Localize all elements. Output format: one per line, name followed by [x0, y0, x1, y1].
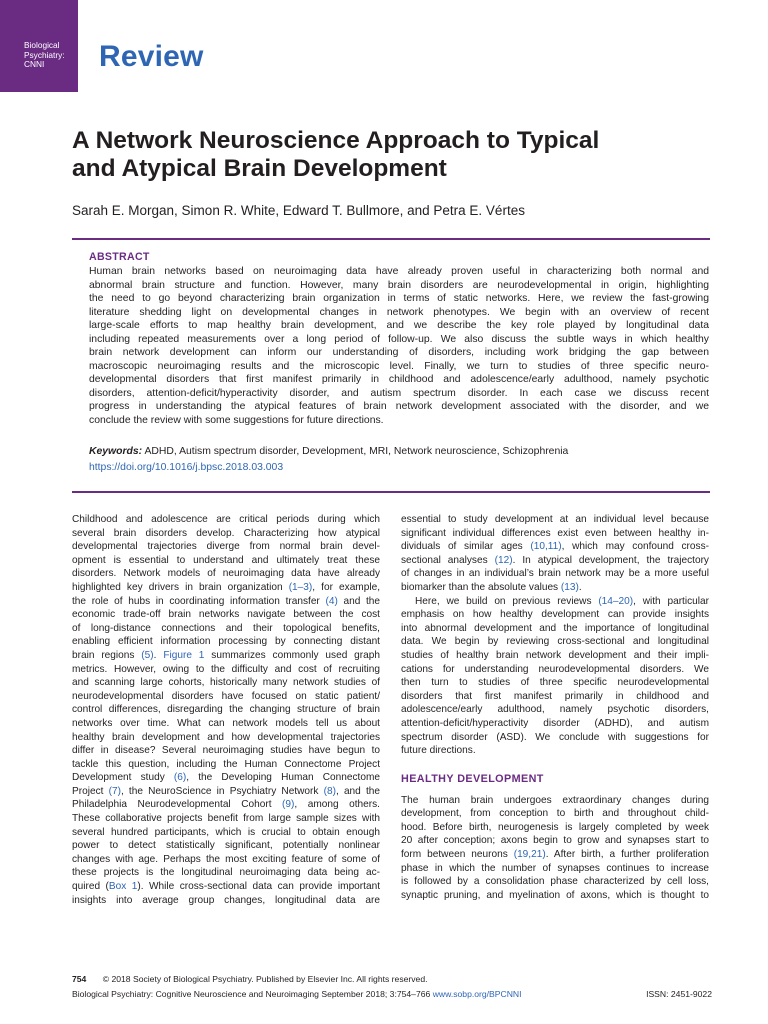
text-segment: .	[578, 581, 582, 593]
text-segment: , among others.	[294, 799, 380, 811]
text-segment: sectional analyses	[401, 554, 495, 566]
text-segment: These collaborative projects benefit from large sample sizes with	[72, 813, 380, 825]
text-segment: essential to study development at an individual level because	[401, 514, 709, 525]
right-column	[401, 513, 709, 902]
text-line	[72, 771, 380, 785]
text-line	[401, 513, 709, 527]
text-segment: dividuals of similar ages	[401, 541, 531, 553]
text-segment: ). While cross-sectional data can provide important	[137, 881, 380, 893]
citation-link[interactable]: (1–3)	[288, 581, 313, 593]
paragraph	[401, 794, 709, 903]
text-segment: emphasis on how healthy development can provide insights	[401, 609, 709, 621]
text-line	[401, 540, 709, 554]
text-line	[401, 595, 709, 609]
text-line	[72, 663, 380, 677]
text-line	[72, 785, 380, 799]
text-line	[72, 853, 380, 867]
journal-url-link[interactable]: www.sobp.org/BPCNNI	[432, 989, 522, 999]
text-line	[72, 608, 380, 622]
text-line	[401, 622, 709, 636]
text-segment: tackle this question, including the Human Connectome Project	[72, 758, 380, 770]
citation-link[interactable]: (8)	[323, 785, 336, 797]
abstract-body	[89, 265, 709, 428]
text-segment: studies of healthy brain network development and their impli-	[401, 649, 709, 661]
text-line	[72, 880, 380, 894]
text-line	[401, 649, 709, 663]
text-line	[401, 862, 709, 876]
text-line	[401, 554, 709, 568]
footer-citation-line	[72, 989, 712, 999]
citation-link[interactable]: Figure 1	[163, 649, 205, 661]
text-line	[72, 567, 380, 581]
text-segment: differ in disease? Several neuroimaging studies have begun to	[72, 745, 380, 757]
issn: ISSN: 2451-9022	[646, 989, 712, 999]
text-segment: of changes in an individual’s brain network may be a more useful	[401, 568, 709, 580]
text-line	[72, 731, 380, 745]
journal-badge	[0, 0, 78, 92]
text-segment: . In atypical development, the trajectory	[512, 554, 709, 566]
abstract-line: macroscopic neuroimaging results and the microscopic level. Finally, we turn to studies of three specific neuro-	[89, 360, 709, 372]
text-line	[401, 875, 709, 889]
text-segment: , with particular	[633, 595, 709, 607]
journal-badge-line: Psychiatry:	[24, 49, 65, 60]
citation-link[interactable]: (13)	[560, 581, 579, 593]
text-line	[72, 717, 380, 731]
text-segment: developmental trajectories diverge from normal brain devel-	[72, 541, 380, 553]
text-line	[72, 758, 380, 772]
text-segment: 20 after conception; axons begin to grow and synapses start to	[401, 835, 709, 847]
text-segment: The human brain undergoes extraordinary changes during	[401, 794, 709, 806]
text-line	[401, 703, 709, 717]
text-line	[72, 826, 380, 840]
citation-link[interactable]: (12)	[494, 554, 513, 566]
text-line	[72, 635, 380, 649]
text-segment: future directions.	[401, 745, 476, 757]
text-segment: spectrum disorder (ASD). We conclude with suggestions for	[401, 731, 709, 743]
abstract-line: including repeated measurements over a long period of follow-up. We also discuss the subtle ways in which healthy	[89, 333, 709, 345]
citation-link[interactable]: (5)	[141, 649, 154, 661]
text-segment: phase in which the number of synapses continues to increase	[401, 862, 709, 874]
text-segment: development, from conception to birth and throughout child-	[401, 808, 709, 820]
abstract-bottom-rule	[72, 491, 710, 493]
text-segment: of long-distance connections and their topological benefits,	[72, 622, 380, 634]
text-line	[72, 595, 380, 609]
text-line	[72, 581, 380, 595]
text-line	[401, 608, 709, 622]
text-segment: data. We begin by reviewing cross-sectional and longitudinal	[401, 636, 709, 648]
text-line	[401, 794, 709, 808]
text-line	[72, 812, 380, 826]
text-segment: disorders. Network models of neuroimaging data have already	[72, 568, 380, 580]
text-segment: control differences, disregarding the changing structure of brain	[72, 704, 380, 716]
text-segment: changes with age. Perhaps the most exciting feature of some of	[72, 853, 380, 865]
text-line	[72, 866, 380, 880]
abstract-heading: ABSTRACT	[89, 251, 150, 263]
abstract-line: developmental disorders that first manifest primarily in childhood and adolescence/early adulthood, namely psychotic	[89, 374, 709, 386]
text-line	[401, 690, 709, 704]
text-segment: , and the	[335, 785, 380, 797]
text-segment: synaptic pruning, and myelination of axons, which is thought to	[401, 889, 709, 901]
text-line	[401, 834, 709, 848]
text-line	[401, 717, 709, 731]
text-segment: economic trade-off brain networks navigate between the cost	[72, 609, 380, 621]
text-segment: Here, we build on previous reviews	[415, 595, 599, 607]
citation-link[interactable]: (10,11)	[530, 541, 562, 553]
text-segment: Childhood and adolescence are critical periods during which	[72, 514, 380, 525]
text-segment: quired (	[72, 881, 109, 893]
paper-title-line: and Atypical Brain Development	[72, 155, 447, 182]
paper-title-line: A Network Neuroscience Approach to Typical	[72, 127, 600, 154]
text-segment: the role of hubs in coordinating information transfer	[72, 595, 326, 607]
text-segment: is followed by a consolidation phase characterized by cell loss,	[401, 876, 709, 888]
keywords	[89, 445, 709, 458]
abstract-line: large-scale efforts to map healthy brain development, and we describe the key role played by longitudinal data	[89, 320, 709, 332]
text-line	[401, 889, 709, 903]
abstract-line: Human brain networks based on neuroimaging data have already proven useful in characterizing both normal and	[89, 266, 709, 277]
text-segment: , the Developing Human Connectome	[186, 772, 380, 784]
text-segment: biomarker than the absolute values	[401, 581, 561, 593]
text-line	[401, 527, 709, 541]
text-line	[72, 513, 380, 527]
text-segment: and the	[337, 595, 380, 607]
citation-text: Biological Psychiatry: Cognitive Neuroscience and Neuroimaging September 2018; 3:754–766	[72, 989, 433, 999]
text-segment: attention-deficit/hyperactivity disorder (ADHD), and autism	[401, 717, 709, 729]
text-segment: significant individual differences exist even between healthy in-	[401, 527, 709, 539]
citation-link[interactable]: (14–20)	[598, 595, 634, 607]
text-line	[401, 581, 709, 595]
text-line	[72, 744, 380, 758]
text-line	[401, 821, 709, 835]
paragraph	[401, 595, 709, 758]
abstract-line: brain network development can inform our understanding of disorders, including work bridging the gap between	[89, 347, 709, 359]
text-segment: Development study	[72, 772, 174, 784]
citation-link[interactable]: (6)	[173, 772, 187, 784]
text-segment: . After birth, a further proliferation	[545, 849, 709, 861]
abstract-line: literature shedding light on developmental changes in network phenotypes. We begin with an overview of recent	[89, 306, 709, 318]
journal-badge-line: Biological	[24, 40, 60, 50]
citation-link[interactable]: Box 1	[108, 881, 138, 893]
paragraph	[401, 513, 709, 595]
text-line	[72, 540, 380, 554]
citation-link[interactable]: (4)	[325, 595, 338, 607]
abstract-line: the need to go beyond characterizing brain organization in terms of static networks. Here, we review the fast-growing	[89, 293, 709, 305]
abstract-line: abnormal brain structure and function. However, many brain disorders are neurodevelopmental in origin, highlighting	[89, 279, 709, 291]
abstract-line: disorders, attention-deficit/hyperactivity disorder, and autism spectrum disorder. In each case we discuss recent	[89, 387, 709, 399]
text-segment: cations for understanding neurodevelopmental disorders. We	[401, 663, 709, 675]
text-segment: neurodevelopmental disorders have focused on static patient/	[72, 690, 380, 702]
text-segment: insights into average group changes, longitudinal data are	[72, 894, 380, 906]
text-segment: several hundred participants, which is crucial to obtain enough	[72, 826, 380, 838]
citation-link[interactable]: (19,21)	[513, 849, 546, 861]
page-number: 754	[72, 974, 87, 984]
text-segment: , for example,	[312, 581, 380, 593]
keywords-list: ADHD, Autism spectrum disorder, Development, MRI, Network neuroscience, Schizophrenia	[144, 446, 569, 457]
text-line	[72, 798, 380, 812]
spacer	[401, 758, 709, 772]
text-line	[401, 635, 709, 649]
doi-link[interactable]: https://doi.org/10.1016/j.bpsc.2018.03.003	[89, 462, 284, 473]
text-segment: Philadelphia Neurodevelopmental Cohort	[72, 799, 283, 811]
text-line	[401, 807, 709, 821]
text-line	[72, 839, 380, 853]
text-line	[72, 527, 380, 541]
text-segment: adolescence/early adulthood, namely psychotic disorders,	[401, 704, 709, 716]
citation-link[interactable]: (7)	[108, 785, 121, 797]
text-line	[72, 554, 380, 568]
footer-copyright-line	[72, 974, 712, 984]
text-line	[72, 894, 380, 908]
text-line	[401, 848, 709, 862]
paper-title	[72, 127, 712, 183]
text-line	[72, 622, 380, 636]
copyright-text: © 2018 Society of Biological Psychiatry. Published by Elsevier Inc. All rights reserved.	[102, 974, 428, 984]
author-list: Sarah E. Morgan, Simon R. White, Edward T. Bullmore, and Petra E. Vértes	[72, 203, 525, 218]
text-segment: into abnormal development and the importance of longitudinal	[401, 622, 709, 634]
text-line	[401, 663, 709, 677]
text-segment: disorders that first manifest primarily in childhood and	[401, 690, 709, 702]
journal-badge-line: CNNI	[24, 59, 45, 70]
text-segment: enabling efficient information processing by connecting distant	[72, 636, 380, 648]
text-line	[72, 676, 380, 690]
text-line	[72, 703, 380, 717]
text-segment: power to detect statistically significant, potentially nonlinear	[72, 840, 380, 852]
text-segment: .	[153, 649, 164, 661]
text-line	[401, 744, 709, 758]
text-segment: brain regions	[72, 649, 142, 661]
abstract-top-rule	[72, 238, 710, 240]
text-line	[401, 567, 709, 581]
text-segment: Project	[72, 785, 109, 797]
text-segment: highlighted key drivers in brain organization	[72, 581, 289, 593]
text-line	[401, 731, 709, 745]
text-line	[72, 649, 380, 663]
text-segment: healthy brain development and how developmental trajectories	[72, 731, 380, 743]
abstract-line: conclude the review with some suggestions for future directions.	[89, 415, 384, 427]
text-segment: these projects is the longitudinal neuroimaging data being ac-	[72, 867, 380, 879]
left-column	[72, 513, 380, 907]
text-segment: , the NeuroScience in Psychiatry Network	[120, 785, 324, 797]
text-segment: several brain disorders develop. Characterizing how atypical	[72, 527, 380, 539]
text-segment: summarizes commonly used graph	[204, 649, 380, 661]
text-line	[72, 690, 380, 704]
keywords-label: Keywords:	[89, 446, 143, 457]
text-segment: hood. Before birth, neurogenesis is largely completed by week	[401, 821, 709, 833]
section-label: Review	[99, 40, 204, 73]
text-segment: networks over time. What can network models tell us about	[72, 717, 380, 729]
citation-link[interactable]: (9)	[282, 799, 295, 811]
text-line	[401, 676, 709, 690]
text-segment: and scanning large cohorts, historically many network studies of	[72, 677, 380, 689]
text-segment: form between neurons	[401, 849, 514, 861]
text-segment: then turn to studies of three specific neurodevelopmental	[401, 677, 709, 689]
text-segment: opment is essential to understand and ultimately treat these	[72, 554, 380, 566]
section-heading: HEALTHY DEVELOPMENT	[401, 772, 544, 785]
text-segment: , which may confound cross-	[561, 541, 709, 553]
text-segment: metrics. However, owing to the difficulty and cost of recruiting	[72, 663, 380, 675]
abstract-line: progress in understanding the atypical features of brain network development associated with the disorder, and we	[89, 401, 709, 413]
